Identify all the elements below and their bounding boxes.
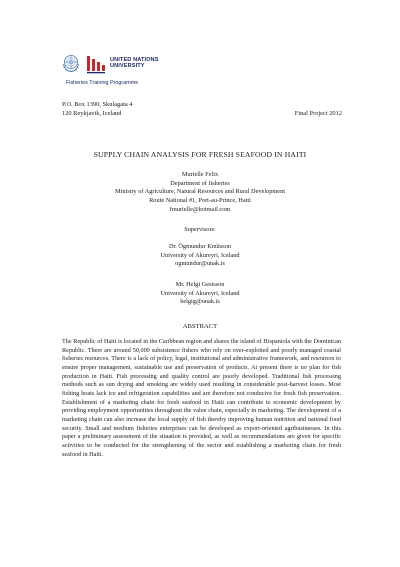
- author-name: Murielle Felix: [181, 171, 219, 178]
- author-block: [0, 171, 400, 215]
- supervisor-2: [0, 281, 400, 307]
- author-department: Department of fisheries: [170, 179, 230, 187]
- org-name-line1: UNITED NATIONS: [110, 57, 159, 63]
- abstract-heading: ABSTRACT: [182, 323, 218, 330]
- supervisor-1-name: Dr. Ögmundur Knútsson: [168, 243, 232, 250]
- header-logos: [60, 52, 260, 96]
- author-email: fmurielle@hotmail.com: [169, 205, 231, 213]
- address-block: [62, 101, 342, 118]
- document-title: SUPPLY CHAIN ANALYSIS FOR FRESH SEAFOOD IN HAITI: [93, 150, 307, 159]
- abstract-text: The Republic of Haiti is located in the Caribbean region and shares the island of Hispaniola with the Dominican Republic. There are around 50,000 subsistence fishers who rely on over-exploited and poorly managed coastal fisheries resources. There is a lack of policy, legal, institutional and administrative framework, and resources to ensure proper management, sustainable use and preservation of products. At present there is no plan for fish production in Haiti. Fish processing and quality control are poorly developed. Traditional fish processing methods such as sun drying and smoking are widely used resulting in considerable post-harvest losses. Most fishing boats lack ice and refrigeration capabilities and are therefore not conducive for fresh fish preservation. Establishment of a marketing chain for fresh seafood in Haiti can contribute to economic development by providing employment opportunities throughout the value chain, especially in marketing. The development of a marketing chain can also increase the local supply of fish thereby improving human nutrition and national food security. Small and medium fisheries enterprises can be developed as export-oriented agribusinesses. In this paper a preliminary assessment of the situation is provided, as well as recommendations are given for specific activities to be conducted for the strengthening of the sector and establishing a marketing chain for fresh seafood in Haiti.: [62, 338, 341, 458]
- unu-logo-icon: [84, 53, 110, 75]
- author-ministry: Ministry of Agriculture, Natural Resources and Rural Development: [115, 188, 285, 196]
- project-label: Final Project 2012: [294, 109, 342, 117]
- supervisor-2-affiliation: University of Akureyri, Iceland: [160, 289, 240, 297]
- programme-name: Fisheries Training Programme: [66, 80, 139, 86]
- author-address: Route National #1, Port-au-Prince, Haiti: [149, 197, 251, 205]
- address-line1: P.O. Box 1390, Skulagata 4: [62, 101, 133, 108]
- supervisor-2-name: Mr. Helgi Gestsson: [175, 281, 225, 288]
- address-line2: 120 Reykjavik, Iceland: [62, 109, 122, 117]
- org-name-line2: UNIVERSITY: [110, 63, 145, 70]
- supervisor-1-email: ogmundur@unak.is: [175, 260, 225, 268]
- supervisor-1-affiliation: University of Akureyri, Iceland: [160, 251, 240, 259]
- un-emblem-icon: [60, 52, 82, 74]
- org-name: [110, 57, 230, 70]
- supervisors-label: Supervisors:: [184, 226, 216, 233]
- supervisor-1: [0, 243, 400, 269]
- supervisor-2-email: helgig@unak.is: [180, 298, 220, 306]
